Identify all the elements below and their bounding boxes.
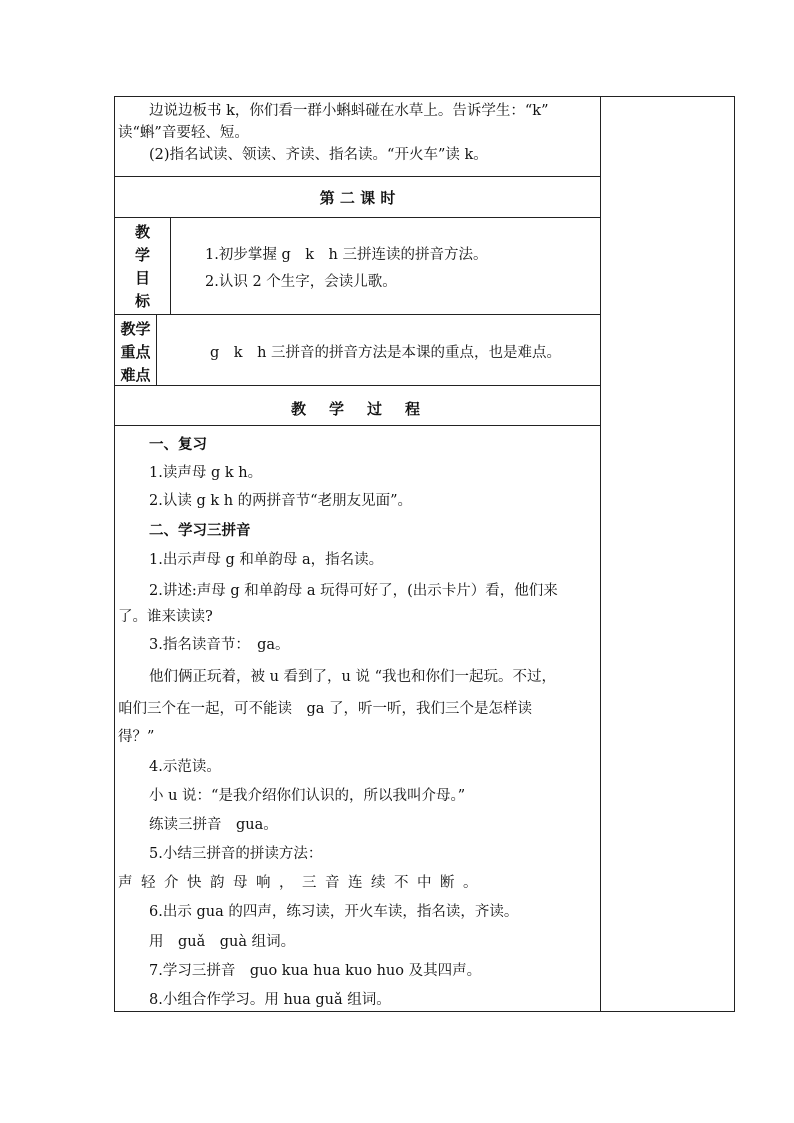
process-line-2: 1.读声母 g k h。: [149, 465, 263, 481]
objective-item-1: 1.初步掌握 g k h 三拼连读的拼音方法。: [205, 247, 488, 263]
process-line-17: 6.出示 gua 的四声，练习读，开火车读，指名读，齐读。: [149, 904, 519, 920]
process-line-14: 练读三拼音 gua。: [149, 817, 278, 833]
process-line-9: 他们俩正玩着，被 u 看到了，u 说 “我也和你们一起玩。不过，: [149, 669, 557, 685]
objectives-label-char-4: 标: [134, 292, 150, 310]
process-line-5: 1.出示声母 g 和单韵母 a，指名读。: [149, 552, 384, 568]
objectives-label: [115, 221, 170, 313]
process-line-11: 得？”: [118, 729, 155, 745]
label-column-divider-lower: [156, 314, 157, 386]
process-line-20: 8.小组合作学习。用 hua guǎ 组词。: [149, 992, 391, 1008]
process-line-7: 了。谁来读读?: [118, 609, 213, 625]
process-line-10: 咱们三个在一起，可不能读 ga 了，听一听，我们三个是怎样读: [118, 701, 533, 717]
label-column-divider-upper: [170, 217, 171, 315]
process-line-16: 声轻介快韵母响，三音连续不中断。: [118, 875, 486, 891]
objectives-label-char-1: 教: [134, 223, 150, 241]
objectives-label-char-3: 目: [134, 269, 150, 287]
process-line-13: 小 u 说：“是我介绍你们认识的，所以我叫介母。”: [149, 788, 466, 804]
key-points-label-line-1: 教学: [120, 320, 151, 338]
process-title: 教 学 过 程: [290, 400, 424, 418]
table-bottom-border: [114, 1011, 735, 1012]
row-divider-2: [114, 217, 601, 218]
section-title: 第 二 课 时: [319, 189, 396, 207]
key-points-text: g k h 三拼音的拼音方法是本课的重点，也是难点。: [210, 345, 562, 361]
objectives-label-char-2: 学: [134, 246, 150, 264]
row-divider-5: [114, 425, 601, 426]
key-points-label-line-2: 重点: [120, 343, 151, 361]
process-line-6: 2.讲述:声母 g 和单韵母 a 玩得可好了，(出示卡片）看，他们来: [149, 583, 558, 599]
table-top-border: [114, 96, 735, 97]
key-points-label: [115, 318, 156, 387]
objective-item-2: 2.认识 2 个生字，会读儿歌。: [205, 274, 397, 290]
top-cell-line-1: 边说边板书 k，你们看一群小蝌蚪碰在水草上。告诉学生：“k”: [149, 103, 549, 119]
top-cell-line-3: (2)指名试读、领读、齐读、指名读。“开火车”读 k。: [149, 147, 488, 163]
process-line-15: 5.小结三拼音的拼读方法：: [149, 846, 323, 862]
process-line-3: 2.认读 g k h 的两拼音节“老朋友见面”。: [149, 493, 413, 509]
process-line-8: 3.指名读音节： ga。: [149, 637, 290, 653]
process-line-12: 4.示范读。: [149, 759, 221, 775]
row-divider-1: [114, 176, 601, 177]
process-line-19: 7.学习三拼音 guo kua hua kuo huo 及其四声。: [149, 963, 482, 979]
key-points-label-line-3: 难点: [120, 366, 151, 384]
top-cell-line-2: 读“蝌”音要轻、短。: [118, 125, 249, 141]
row-divider-3: [114, 314, 601, 315]
row-divider-4: [114, 385, 601, 386]
process-line-1: 一、复习: [149, 437, 207, 453]
process-line-4: 二、学习三拼音: [149, 523, 251, 539]
process-line-18: 用 guǎ guà 组词。: [149, 934, 296, 950]
column-divider: [600, 96, 601, 1012]
table-right-border: [734, 96, 735, 1012]
